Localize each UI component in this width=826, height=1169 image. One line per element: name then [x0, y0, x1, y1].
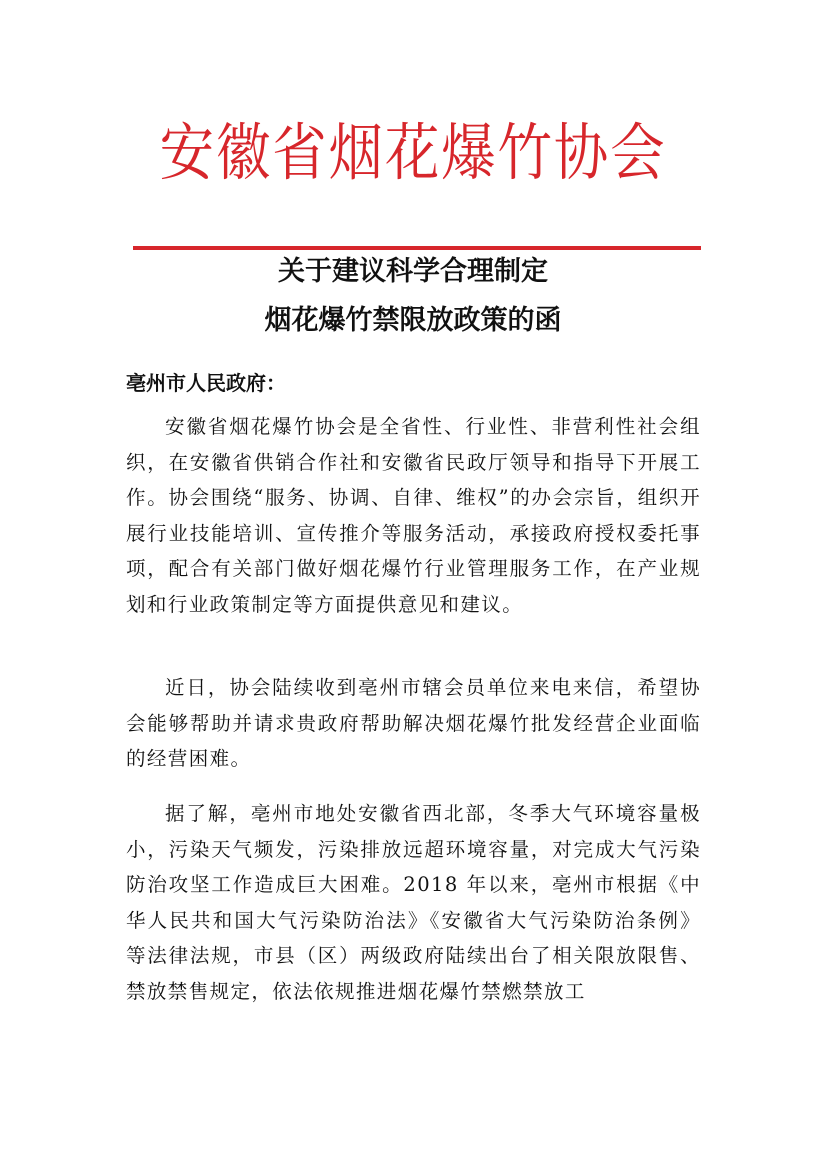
body-paragraph-2: 近日，协会陆续收到亳州市辖会员单位来电来信，希望协会能够帮助并请求贵政府帮助解决烟花爆竹批发经营企业面临的经营困难。 [126, 676, 701, 770]
body-paragraph-3: 据了解，亳州市地处安徽省西北部，冬季大气环境容量极小，污染天气频发，污染排放远超环境容量，对完成大气污染防治攻坚工作造成巨大困难。2018 年以来，亳州市根据《中华人民共和国大气污染防治法》《安徽省大气污染防治条例》等法律法规，市县（区）两级政府陆续出台了相关限放限售、禁放禁售规定，依法依规推进烟花爆竹禁燃禁放工 [126, 802, 701, 1003]
document-title-line-1: 关于建议科学合理制定 [278, 256, 548, 287]
document-title-line-2: 烟花爆竹禁限放政策的函 [264, 305, 562, 336]
letterhead-title: 安徽省烟花爆竹协会 [159, 116, 667, 189]
salutation: 亳州市人民政府： [126, 371, 286, 395]
body-paragraph-1: 安徽省烟花爆竹协会是全省性、行业性、非营利性社会组织，在安徽省供销合作社和安徽省民政厅领导和指导下开展工作。协会围绕“服务、协调、自律、维权”的办会宗旨，组织开展行业技能培训、宣传推介等服务活动，承接政府授权委托事项，配合有关部门做好烟花爆竹行业管理服务工作，在产业规划和行业政策制定等方面提供意见和建议。 [126, 415, 701, 616]
letterhead-red-rule [133, 246, 701, 250]
